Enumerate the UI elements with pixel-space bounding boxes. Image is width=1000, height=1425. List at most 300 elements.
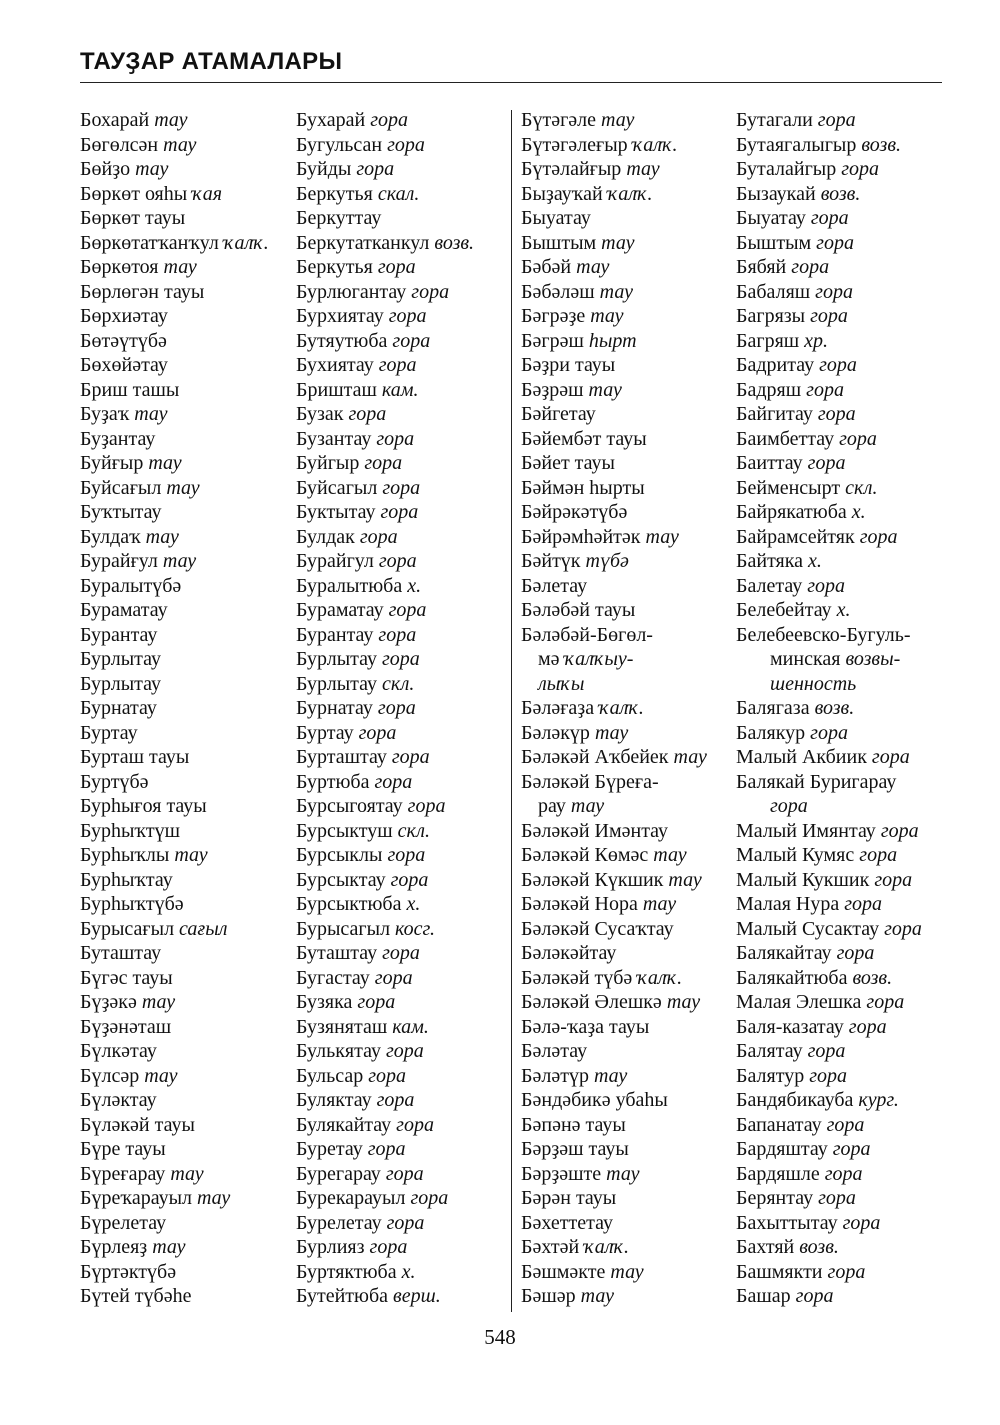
russian-type: возв.: [814, 697, 855, 719]
bashkir-name: Бәләкәй Әлешкә: [521, 991, 662, 1013]
russian-type: скал.: [377, 182, 420, 205]
bashkir-type: тау: [174, 844, 208, 866]
dictionary-entry: [521, 133, 951, 158]
russian-term: [753, 672, 951, 697]
dictionary-entry: [80, 574, 510, 599]
bashkir-term: [80, 353, 296, 378]
bashkir-term: [521, 1039, 736, 1064]
russian-term: [736, 843, 951, 868]
russian-name: Балякур: [736, 721, 806, 744]
bashkir-term: [521, 525, 736, 550]
bashkir-name: Бүләктау: [80, 1089, 157, 1111]
russian-type: верш.: [393, 1285, 441, 1307]
dictionary-entry: [521, 917, 951, 942]
russian-term: [736, 990, 951, 1015]
russian-type: гора: [806, 378, 844, 401]
russian-term: [296, 1039, 510, 1064]
bashkir-type: тау: [599, 280, 633, 303]
bashkir-type: тау: [610, 1260, 644, 1283]
russian-term: [296, 304, 510, 329]
bashkir-type: тау: [593, 1064, 628, 1087]
russian-name: Бузяняташ: [296, 1015, 388, 1038]
russian-name: Бузяка: [296, 991, 353, 1013]
russian-type: гора: [795, 1285, 834, 1307]
bashkir-type: тау: [570, 795, 605, 817]
bashkir-type: тау: [588, 378, 622, 401]
russian-type: гора: [380, 501, 419, 523]
bashkir-type: тау: [590, 305, 624, 327]
russian-name: Балятур: [736, 1064, 805, 1087]
russian-name: Бугастау: [296, 966, 370, 989]
dictionary-entry: [80, 402, 510, 427]
bashkir-term: [80, 133, 296, 158]
russian-name: Бахыттытау: [736, 1211, 838, 1234]
bashkir-name: Бәйет тауы: [521, 452, 615, 474]
bashkir-term: [521, 206, 736, 231]
bashkir-term: [521, 1186, 736, 1211]
russian-type: гора: [359, 525, 398, 548]
russian-term: [736, 280, 951, 305]
bashkir-name: Бөтәүтүбә: [80, 329, 167, 352]
bashkir-name: Бүтәгәле: [521, 109, 597, 131]
russian-type: гора: [826, 1113, 865, 1136]
russian-term: [296, 794, 510, 819]
russian-type: гора: [378, 550, 417, 572]
bashkir-term: [80, 476, 296, 501]
bashkir-name: Бәләғаҙа: [521, 697, 595, 719]
bashkir-term: [80, 941, 296, 966]
russian-type: гора: [866, 991, 905, 1013]
bashkir-term: [521, 892, 736, 917]
bashkir-name: Бүлкәтау: [80, 1040, 157, 1062]
bashkir-term: [80, 157, 296, 182]
dictionary-entry: [521, 451, 951, 476]
russian-term: [296, 1113, 510, 1138]
russian-type: гора: [377, 256, 416, 278]
russian-type: гора: [824, 1162, 863, 1185]
bashkir-name: Бәләкәй Имәнтау: [521, 819, 669, 842]
bashkir-name: Бәләтүр: [521, 1064, 589, 1087]
russian-term: [296, 623, 510, 648]
bashkir-name: Бәләкүр: [521, 721, 590, 744]
dictionary-entry: [80, 1015, 510, 1040]
russian-name: Бызаукай: [736, 182, 816, 205]
russian-name: Бурекарауыл: [296, 1187, 406, 1209]
russian-type: гора: [807, 1040, 846, 1062]
dictionary-entry: [521, 549, 951, 574]
russian-name: Беркуттау: [296, 207, 382, 229]
bashkir-term: [80, 1260, 296, 1285]
bashkir-name: Бәләкәй түбә: [521, 966, 633, 989]
bashkir-name: Бәләкәй Сусаҡтау: [521, 917, 674, 940]
russian-type: гора: [367, 1138, 406, 1160]
dictionary-entry: [80, 843, 510, 868]
bashkir-term: [80, 304, 296, 329]
russian-name: Балятау: [736, 1040, 803, 1062]
dictionary-entry: [80, 500, 510, 525]
bashkir-term: [80, 255, 296, 280]
bashkir-name: Бәйгетау: [521, 403, 596, 425]
russian-name: Балягаза: [736, 697, 810, 719]
bashkir-term: [521, 231, 736, 256]
dictionary-entry: [521, 574, 951, 599]
russian-term: [296, 1064, 510, 1089]
russian-name: Бурысагыл: [296, 917, 391, 940]
dictionary-entry: [521, 598, 951, 623]
russian-name: Бурсыктуш: [296, 819, 393, 842]
bashkir-term: [521, 500, 736, 525]
russian-term: [296, 353, 510, 378]
russian-name: Бардяшле: [736, 1162, 820, 1185]
dictionary-entry: [521, 231, 951, 256]
russian-term: [296, 1211, 510, 1236]
russian-type: х.: [836, 599, 851, 621]
russian-name: Бурлытау: [296, 672, 377, 695]
bashkir-type: тау: [576, 256, 610, 278]
russian-type: гора: [810, 721, 848, 744]
bashkir-term: [521, 133, 736, 158]
bashkir-term: [521, 745, 736, 770]
bashkir-name: Буҙаҡ: [80, 403, 130, 425]
russian-term: [296, 647, 510, 672]
bashkir-type: тау: [601, 109, 635, 131]
bashkir-name: Бәҙрәш: [521, 378, 584, 401]
bashkir-term: [80, 427, 296, 452]
bashkir-name: Буртүбә: [80, 770, 149, 793]
russian-term: [736, 819, 951, 844]
bashkir-type: тау: [141, 991, 176, 1013]
russian-term: [296, 917, 510, 942]
bashkir-name: Бүтәгәлеғыр: [521, 133, 628, 156]
dictionary-entry: [80, 1039, 510, 1064]
dictionary-entry: [80, 231, 510, 256]
bashkir-type: тау: [163, 256, 197, 278]
russian-name: Бахтяй: [736, 1236, 795, 1258]
russian-type: гора: [411, 280, 450, 303]
dictionary-entry: [521, 696, 951, 721]
bashkir-term: [80, 990, 296, 1015]
bashkir-name: Бөгөлсән: [80, 133, 159, 156]
left-column: [80, 108, 510, 1309]
russian-term: [736, 255, 951, 280]
russian-type: гора: [376, 427, 415, 450]
russian-term: [736, 1162, 951, 1187]
russian-name: Бурегарау: [296, 1162, 381, 1185]
bashkir-name: Булдаҡ: [80, 525, 141, 548]
russian-term: [296, 108, 510, 133]
russian-term: [296, 1015, 510, 1040]
bashkir-type: тау: [653, 844, 687, 866]
russian-term: [736, 696, 951, 721]
bashkir-name: Бәгрәш: [521, 329, 584, 352]
russian-type: гора: [392, 329, 431, 352]
russian-term: [736, 476, 951, 501]
bashkir-term: [521, 427, 736, 452]
bashkir-name: Бәймән һырты: [521, 476, 645, 499]
russian-term: [296, 819, 510, 844]
russian-type: гора: [819, 354, 857, 376]
bashkir-term: [80, 843, 296, 868]
bashkir-name: Бурлытау: [80, 672, 161, 695]
bashkir-type: тау: [135, 158, 169, 180]
russian-type: гора: [387, 844, 426, 866]
bashkir-type: тау: [594, 721, 629, 744]
bashkir-name: Бурайғул: [80, 550, 158, 572]
russian-term: [736, 1260, 951, 1285]
russian-name: Малая Нура: [736, 893, 840, 915]
bashkir-type: ҡалҡ.: [607, 182, 653, 205]
russian-type: гора: [871, 746, 910, 768]
russian-type: гора: [809, 1064, 848, 1087]
bashkir-name: Бәләкәй Нора: [521, 893, 638, 915]
bashkir-term: [80, 182, 296, 207]
bashkir-name: Бәшмәкте: [521, 1260, 606, 1283]
russian-name: Беркутья: [296, 256, 373, 278]
bashkir-term: [80, 1284, 296, 1309]
russian-name: Бурташтау: [296, 746, 387, 768]
russian-term: [736, 378, 951, 403]
dictionary-entry: [521, 1260, 951, 1285]
bashkir-type: лыҡы: [538, 672, 585, 695]
bashkir-name: Бурһыҡтау: [80, 868, 173, 891]
russian-name: Байрамсейтяк: [736, 525, 855, 548]
russian-term: [296, 721, 510, 746]
russian-term: [736, 1064, 951, 1089]
header-rule: [80, 82, 942, 83]
bashkir-term: [80, 329, 296, 354]
bashkir-name: Бәләбәй-Бөгөл-: [521, 623, 653, 646]
russian-term: [296, 696, 510, 721]
russian-type: гора: [810, 305, 848, 327]
russian-term: [296, 476, 510, 501]
bashkir-name: Бәгрәҙе: [521, 305, 586, 327]
russian-type: скл.: [382, 672, 415, 695]
bashkir-term: [521, 451, 736, 476]
dictionary-entry: [80, 1162, 510, 1187]
russian-type: кам.: [392, 1015, 429, 1038]
dictionary-entry: [80, 182, 510, 207]
dictionary-entry: [521, 1113, 951, 1138]
bashkir-term: [521, 1137, 736, 1162]
bashkir-name: Бүҙәнәташ: [80, 1015, 172, 1038]
russian-term: [296, 1186, 510, 1211]
russian-term: [296, 1260, 510, 1285]
russian-name: Бурантау: [296, 623, 374, 646]
bashkir-name: Бүтәлайғыр: [521, 158, 622, 180]
russian-name: Бурсыклы: [296, 844, 383, 866]
russian-type: гора: [836, 942, 875, 964]
russian-term: [736, 1039, 951, 1064]
russian-term: [296, 770, 510, 795]
russian-term: [736, 868, 951, 893]
russian-type: х.: [407, 574, 422, 597]
russian-name: Быуатау: [736, 207, 806, 229]
dictionary-entry: [521, 255, 951, 280]
bashkir-term: [521, 990, 736, 1015]
russian-type: гора: [844, 893, 883, 915]
bashkir-type: тау: [601, 231, 635, 254]
russian-name: Белебеевско-Бугуль-: [736, 623, 911, 646]
dictionary-entry: [80, 770, 510, 795]
bashkir-name: Бәлә-ҡаҙа тауы: [521, 1015, 650, 1038]
dictionary-entry: [80, 1186, 510, 1211]
russian-term: [296, 1235, 510, 1260]
bashkir-term: [80, 966, 296, 991]
bashkir-type: тау: [196, 1187, 231, 1209]
russian-type: косг.: [395, 917, 436, 940]
russian-term: [736, 1088, 951, 1113]
russian-term: [296, 990, 510, 1015]
bashkir-term: [521, 843, 736, 868]
russian-name: Малый Имянтау: [736, 819, 876, 842]
russian-type: гора: [378, 354, 417, 376]
bashkir-term: [80, 525, 296, 550]
russian-type: гора: [387, 133, 425, 156]
russian-term: [736, 966, 951, 991]
russian-term: [736, 1137, 951, 1162]
russian-type: гора: [376, 1089, 415, 1111]
russian-name: Малый Акбиик: [736, 746, 867, 768]
russian-type: гора: [839, 427, 877, 450]
bashkir-term: [80, 280, 296, 305]
russian-term: [736, 1235, 951, 1260]
russian-type: гора: [816, 231, 854, 254]
russian-term: [296, 329, 510, 354]
russian-type: гора: [841, 158, 880, 180]
bashkir-term: [521, 549, 736, 574]
bashkir-name: Буралытүбә: [80, 574, 182, 597]
russian-name: Бутейтюба: [296, 1285, 389, 1307]
bashkir-name: Бурантау: [80, 623, 158, 646]
bashkir-name: Бәйтүк: [521, 550, 581, 572]
russian-name: Буртюба: [296, 770, 370, 793]
dictionary-entry: [521, 647, 951, 672]
russian-type: гора: [817, 403, 856, 425]
russian-term: [296, 843, 510, 868]
dictionary-entry: [521, 990, 951, 1015]
bashkir-name: Бәхеттетау: [521, 1211, 613, 1234]
dictionary-entry: [80, 672, 510, 697]
bashkir-type: тау: [606, 1162, 640, 1185]
bashkir-name: Бриш ташы: [80, 378, 180, 401]
bashkir-name: Бәҙри тауы: [521, 354, 616, 376]
russian-type: гора: [356, 158, 395, 180]
russian-term: [736, 108, 951, 133]
russian-name: Бурсыктюба: [296, 893, 402, 915]
bashkir-name: Бәрән тауы: [521, 1187, 617, 1209]
russian-name: Баиттау: [736, 452, 803, 474]
russian-type: гора: [364, 452, 403, 474]
bashkir-name: Буташтау: [80, 942, 162, 964]
bashkir-name: Бәләкәй Көмәс: [521, 844, 649, 866]
dictionary-entry: [80, 1064, 510, 1089]
russian-type: гора: [832, 1138, 871, 1160]
russian-name: Бугульсан: [296, 133, 383, 156]
bashkir-term: [80, 696, 296, 721]
russian-term: [296, 868, 510, 893]
bashkir-name: Бәләбәй тауы: [521, 599, 636, 621]
russian-name: Бурелетау: [296, 1211, 382, 1234]
russian-name: Бабаляш: [736, 280, 811, 303]
bashkir-name: Быуатау: [521, 207, 591, 229]
russian-name: Байрякатюба: [736, 501, 847, 523]
russian-term: [296, 255, 510, 280]
russian-type: гора: [390, 868, 429, 891]
dictionary-entry: [80, 451, 510, 476]
bashkir-name: Бохарай: [80, 109, 150, 131]
russian-type: гора: [388, 305, 427, 327]
dictionary-entry: [80, 892, 510, 917]
russian-term: [736, 770, 951, 795]
dictionary-entry: [521, 843, 951, 868]
dictionary-entry: [80, 745, 510, 770]
dictionary-entry: [80, 1113, 510, 1138]
bashkir-term: [521, 868, 736, 893]
bashkir-term: [80, 402, 296, 427]
dictionary-entry: [80, 623, 510, 648]
russian-name: Баля-казатау: [736, 1015, 844, 1038]
bashkir-term: [521, 1162, 736, 1187]
bashkir-term: [521, 182, 736, 207]
russian-name: Малый Сусактау: [736, 917, 880, 940]
russian-term: [736, 1186, 951, 1211]
bashkir-term: [80, 1015, 296, 1040]
russian-term: [296, 745, 510, 770]
russian-term: [296, 574, 510, 599]
russian-term: [736, 1211, 951, 1236]
bashkir-type: ҡалҡ.: [223, 231, 269, 254]
dictionary-entry: [521, 427, 951, 452]
russian-type: кам.: [381, 378, 419, 401]
russian-type: х.: [406, 893, 421, 915]
bashkir-term: [80, 378, 296, 403]
russian-name: Башмякти: [736, 1260, 823, 1283]
russian-name: Буралытюба: [296, 574, 403, 597]
bashkir-term: [521, 108, 736, 133]
russian-term: [296, 231, 510, 256]
russian-name: Байгитау: [736, 403, 813, 425]
russian-name: Берянтау: [736, 1187, 814, 1209]
bashkir-term: [80, 1113, 296, 1138]
bashkir-term: [80, 819, 296, 844]
russian-name: Багрязы: [736, 305, 806, 327]
right-column: [521, 108, 951, 1309]
bashkir-term: [521, 1064, 736, 1089]
russian-term: [736, 182, 951, 207]
russian-name: Балетау: [736, 574, 803, 597]
russian-name: Малая Элешка: [736, 991, 862, 1013]
dictionary-entry: [80, 1260, 510, 1285]
bashkir-name: Бурысағыл: [80, 917, 175, 940]
russian-type: гора: [377, 697, 416, 719]
bashkir-type: тау: [668, 868, 702, 891]
dictionary-entry: [521, 672, 951, 697]
dictionary-entry: [521, 770, 951, 795]
bashkir-term: [80, 892, 296, 917]
russian-term: [296, 598, 510, 623]
bashkir-term: [80, 1088, 296, 1113]
russian-term: [736, 892, 951, 917]
bashkir-term: [80, 721, 296, 746]
bashkir-type: ҡалҡ.: [637, 966, 683, 989]
bashkir-name: Бурлытау: [80, 648, 161, 670]
bashkir-term: [80, 108, 296, 133]
russian-type: х.: [401, 1260, 416, 1283]
dictionary-entry: [80, 378, 510, 403]
bashkir-term: [521, 157, 736, 182]
russian-term: [736, 623, 951, 648]
dictionary-entry: [80, 598, 510, 623]
